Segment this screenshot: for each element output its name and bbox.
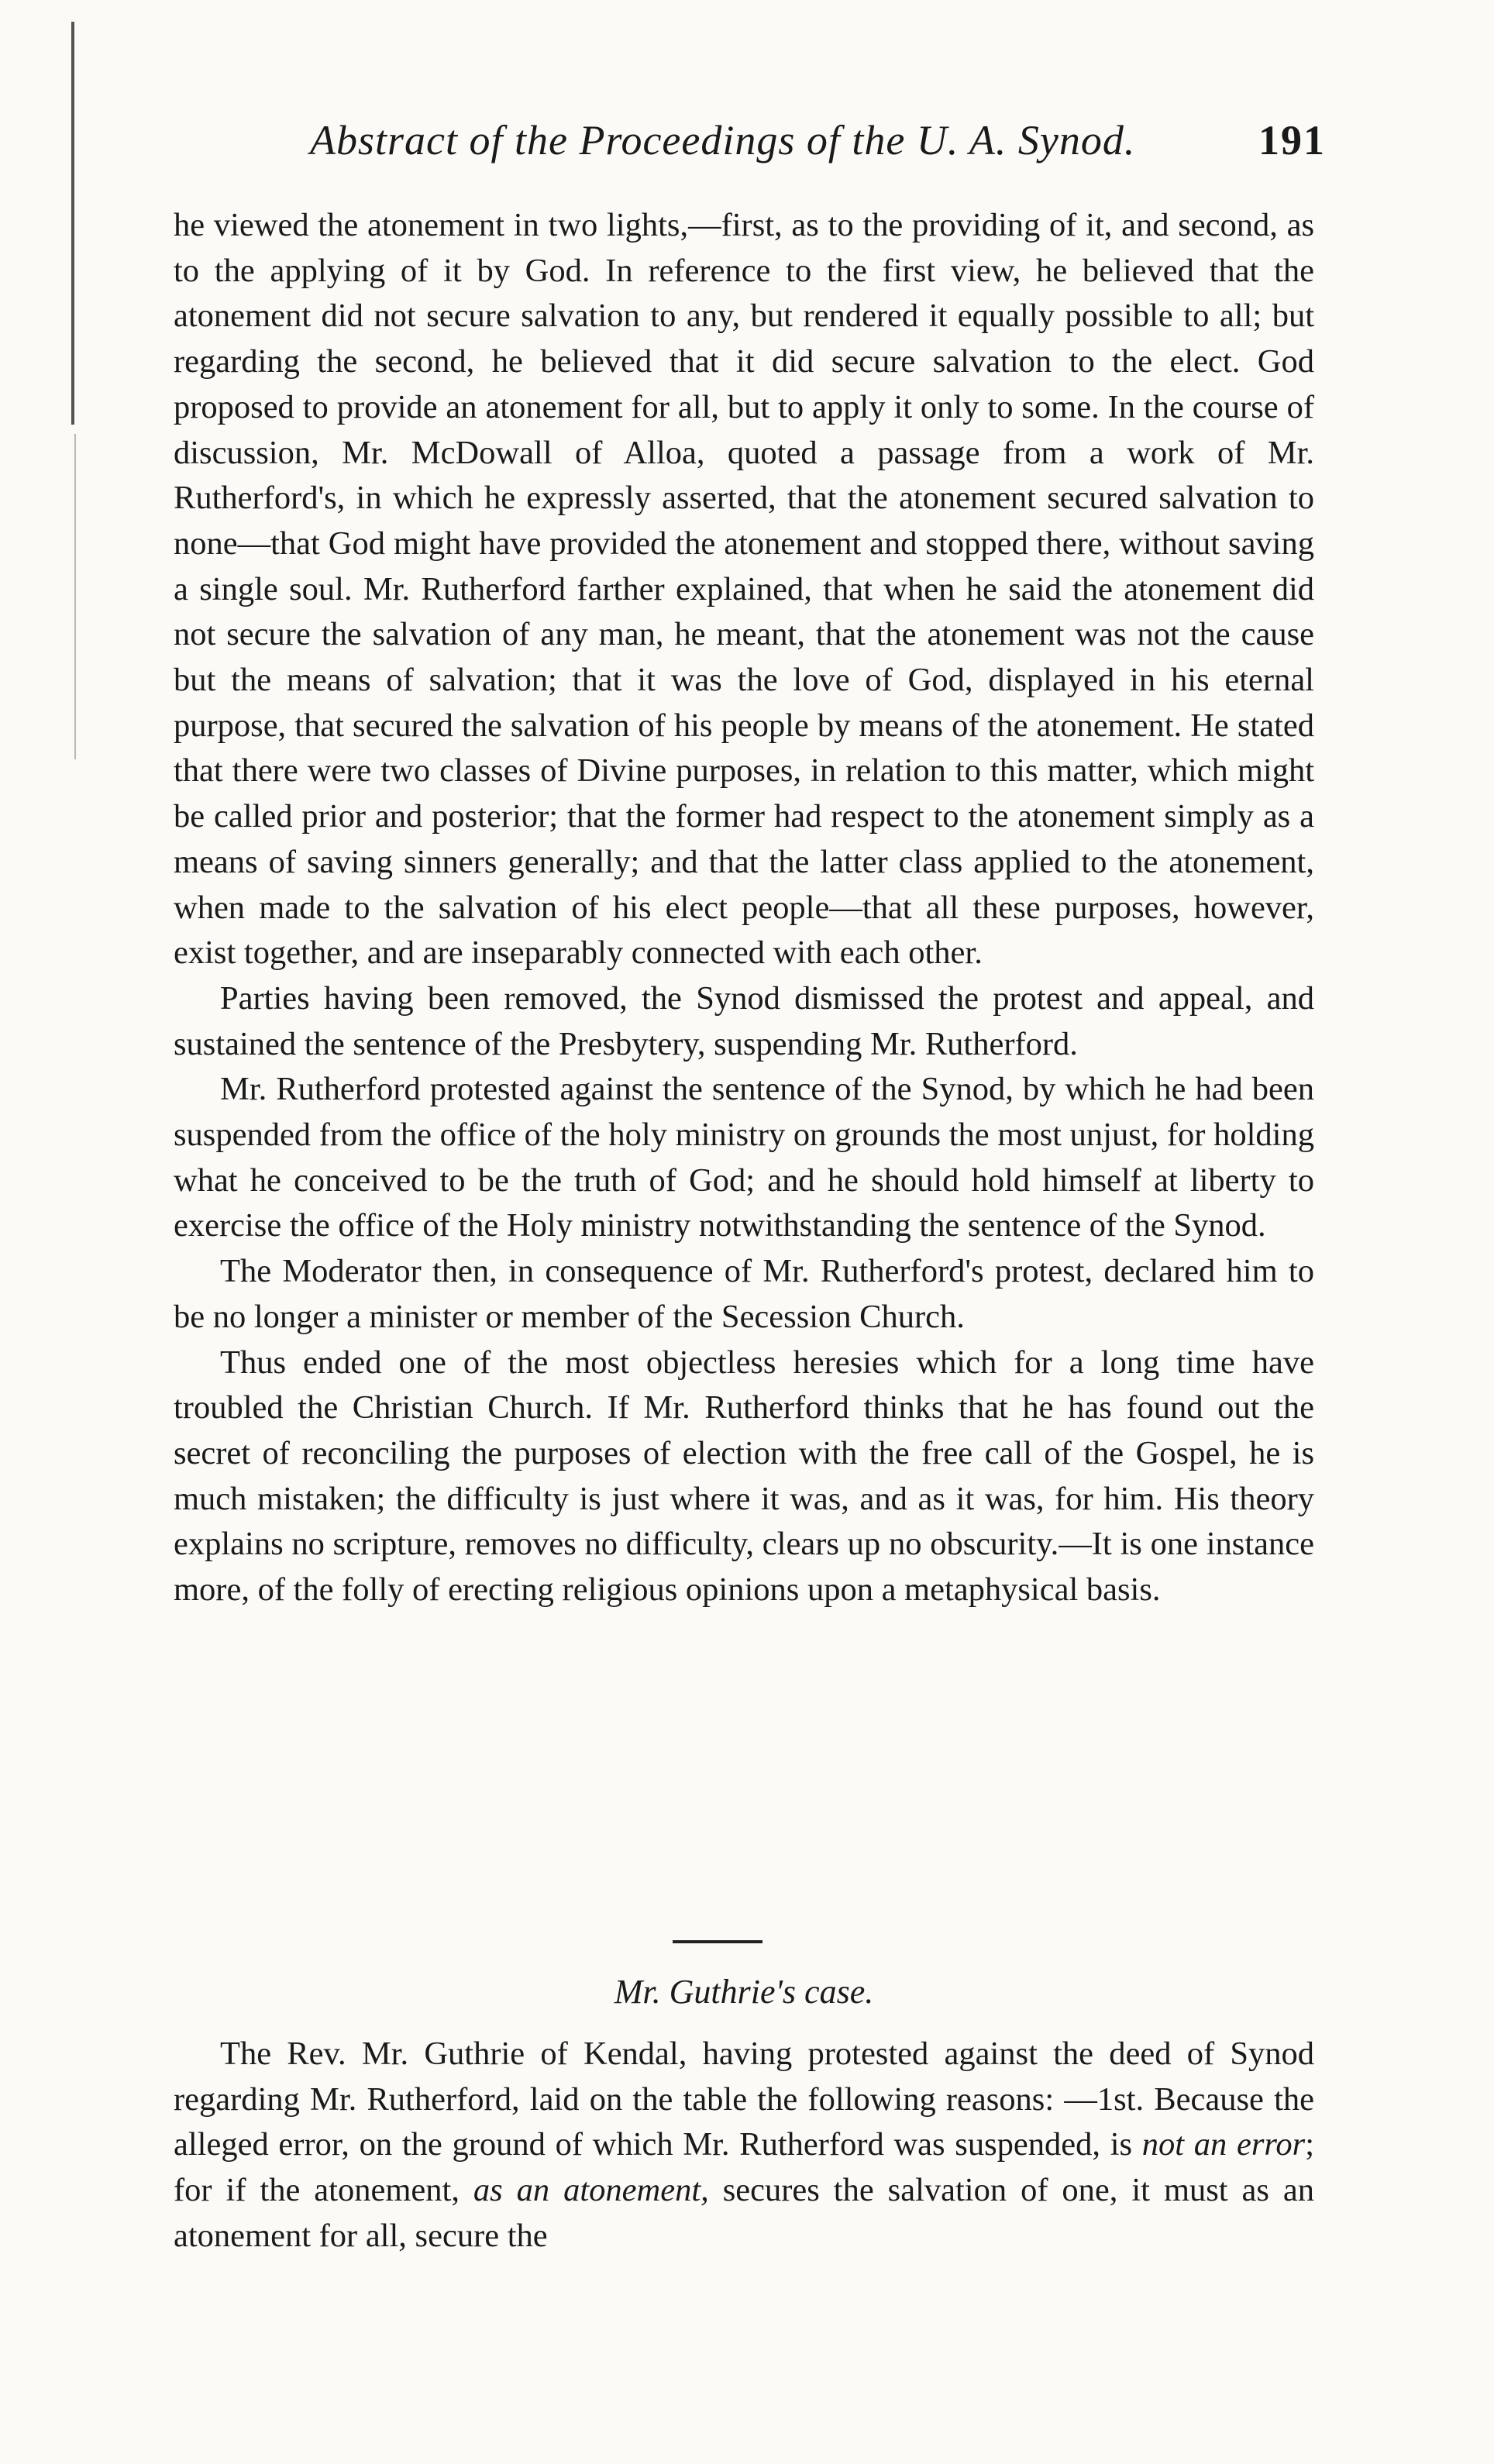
section-paragraph-1 [174,2032,1314,2259]
main-text [174,203,1314,1613]
page-number: 191 [1258,117,1326,163]
running-header-title: Abstract of the Proceedings of the U. A. Synod. [310,117,1136,163]
paragraph-2: Parties having been removed, the Synod dismissed the protest and appeal, and sustained the sentence of the Presbytery, suspending Mr. Rutherford. [174,979,1314,1062]
section-paragraph-text-b: ; for if the atonement, [174,2126,1314,2209]
section-paragraph-text-c: secures the salvation of one, it must as an atonement for all, secure the [174,2172,1315,2254]
section-paragraph-emphasis-2: as an atonement, [473,2172,709,2209]
section-text [174,2032,1314,2259]
section-heading: Mr. Guthrie's case. [614,1973,874,2011]
paragraph-1: he viewed the atonement in two lights,—first, as to the providing of it, and second, as to the applying of it by God. In reference to the first view, he believed that the atonement did not secure salvation to any, but rendered it equally possible to all; but regarding the second, he believed that it did secure salvation to the elect. God proposed to provide an atonement for all, but to apply it only to some. In the course of discussion, Mr. McDowall of Alloa, quoted a passage from a work of Mr. Rutherford's, in which he expressly asserted, that the atonement secured salvation to none—that God might have provided the atonement and stopped there, without saving a single soul. Mr. Rutherford farther explained, that when he said the atonement did not secure the salvation of any man, he meant, that the atonement was not the cause but the means of salvation; that it was the love of God, displayed in his eternal purpose, that secured the salvation of his people by means of the atonement. He stated that there were two classes of Divine purposes, in relation to this matter, which might be called prior and posterior; that the former had respect to the atonement simply as a means of saving sinners generally; and that the latter class applied to the atonement, when made to the salvation of his elect people—that all these purposes, however, exist together, and are inseparably connected with each other. [174,207,1314,972]
paragraph-5: Thus ended one of the most objectless heresies which for a long time have troubled the Christian Church. If Mr. Rutherford thinks that he has found out the secret of reconciling the purposes of election with the free call of the Gospel, he is much mistaken; the difficulty is just where it was, and as it was, for him. His theory explains no scripture, removes no difficulty, clears up no obscurity.—It is one instance more, of the folly of erecting religious opinions upon a metaphysical basis. [174,1344,1314,1609]
binding-edge-line [71,22,74,425]
section-divider-rule [673,1940,762,1943]
binding-edge-line-faint [74,434,76,759]
section-paragraph-text-a: The Rev. Mr. Guthrie of Kendal, having protested against the deed of Synod regarding Mr. Rutherford, laid on the table the following reasons: —1st. Because the alleged error, on the ground of which Mr. Rutherford was suspended, is [174,2036,1314,2163]
paragraph-3: Mr. Rutherford protested against the sentence of the Synod, by which he had been suspended from the office of the holy ministry on grounds the most unjust, for holding what he conceived to be the truth of God; and he should hold himself at liberty to exercise the office of the Holy ministry notwithstanding the sentence of the Synod. [174,1071,1314,1244]
paragraph-4: The Moderator then, in consequence of Mr. Rutherford's protest, declared him to be no longer a minister or member of the Secession Church. [174,1253,1314,1335]
section-paragraph-emphasis-1: not an error [1141,2126,1306,2163]
